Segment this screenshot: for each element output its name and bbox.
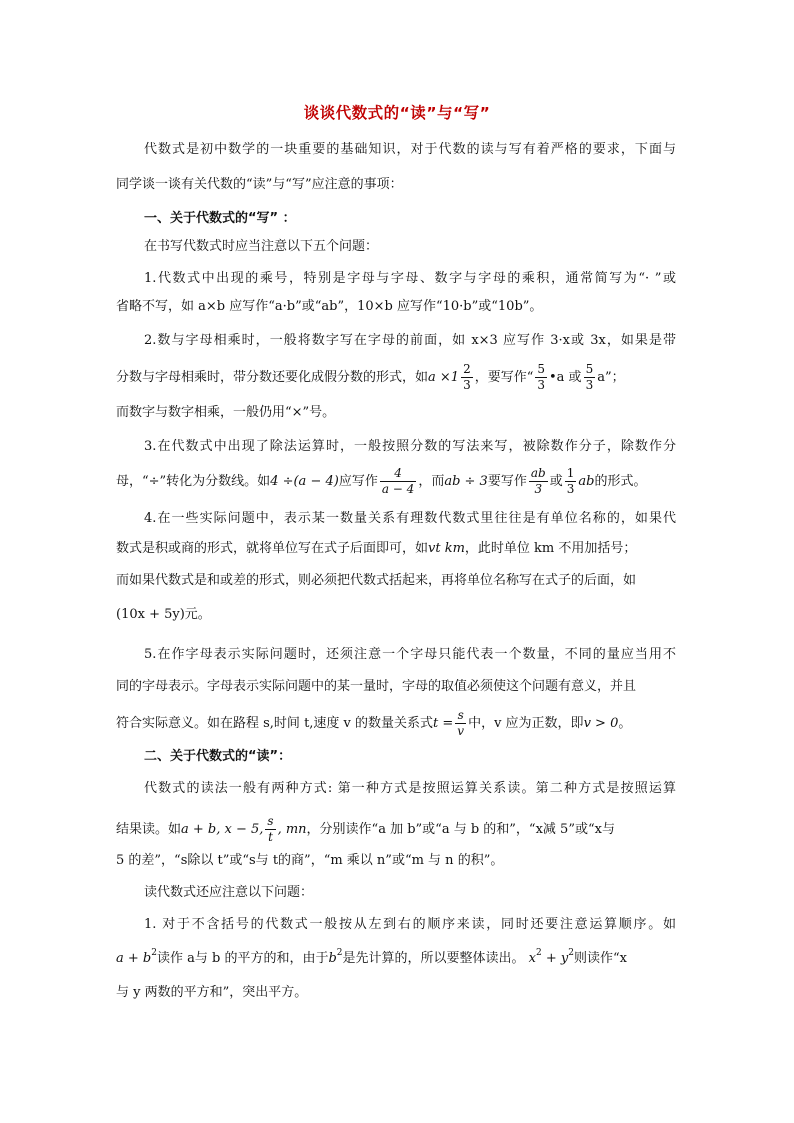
item4-line-2: 数式是积或商的形式，就将单位写在式子后面即可，如vt km，此时单位 km 不用加括号； [116,541,637,556]
item2-text-a: 分数与字母相乘时，带分数还要化成假分数的形式，如 [116,370,429,385]
section2-para1-line-2: 结果读。如a + b, x − 5, $\frac{s}{t}$ , mn，分别读作“a 加 b”或“a 与 b 的和”，“x减 5”或“x与 [116,814,615,844]
one-third-fraction: $\frac{1}{3}$ [566,466,575,496]
item1-line-2: 省略不写，如 a×b 应写作“a·b”或“ab”，10×b 应写作“10·b”或“10b”。 [116,299,543,314]
item4-line-1: 4.在一些实际问题中，表示某一数量关系有理数代数式里往往是有单位名称的，如果代 [144,511,676,526]
page-title: 谈谈代数式的“读”与“写” [303,104,491,122]
intro-line-2: 同学谈一谈有关代数的“读”与“写”应注意的事项： [116,177,403,192]
item5-line-1: 5.在作字母表示实际问题时，还须注意一个字母只能代表一个数量，不同的量应当用不 [144,647,676,662]
section2-para1-line-1: 代数式的读法一般有两种方式: 第一种方式是按照运算关系读。第二种方式是按照运算 [144,781,676,796]
mixed-fraction: $\frac{2}{3}$ [463,362,471,392]
intro-line-1: 代数式是初中数学的一块重要的基础知识，对于代数的读与写有着严格的要求，下面与 [144,142,676,157]
section1-heading: 一、关于代数式的“写” ： [144,211,296,226]
division-fraction: $\frac{4}{a - 4}$ [381,466,415,496]
item2-line-1: 2.数与字母相乘时，一般将数字写在字母的前面，如 x×3 应写作 3·x或 3x，如果是带 [144,333,676,348]
section2-heading: 二、关于代数式的“读”： [144,749,292,764]
item4-line-3: 而如果代数式是和或差的形式，则必须把代数式括起来，再将单位名称写在式子的后面，如 [116,573,637,588]
division-expression: 4 ÷(a − 4) [270,474,339,489]
item3-line-1: 3.在代数式中出现了除法运算时，一般按照分数的写法来写，被除数作分子，除数作分 [144,439,676,454]
section2-para2: 读代数式还应注意以下问题： [144,885,314,900]
item3-line-2: 母，“÷”转化为分数线。如4 ÷(a − 4)应写作 $\frac{4}{a - 4}$ ，而ab ÷ 3要写作 $\frac{ab}{3}$ 或 $\frac{1}{3}$ ab的形式。 [116,466,647,496]
item5-line-3: 符合实际意义。如在路程 s,时间 t,速度 v 的数量关系式t = $\frac{s}{v}$ 中，v 应为正数，即v > 0。 [116,708,632,738]
item2-line-3: 而数字与数字相乘，一般仍用“×”号。 [116,405,336,420]
item2-line-2: 分数与字母相乘时，带分数还要化成假分数的形式，如a ×1 $\frac{2}{3}$ ，要写作“ $\frac{5}{3}$ •a 或 $\frac{5}{3}$ a”； [116,362,625,392]
s-over-v-fraction: $\frac{s}{v}$ [457,708,465,738]
section1-lead: 在书写代数式时应当注意以下五个问题： [144,239,379,254]
rule1-line-3: 与 y 两数的平方和”，突出平方。 [116,985,308,1000]
rule1-line-2: $a + b^2$读作 a与 b 的平方的和，由于$b^2$是先计算的，所以要整体读出。 $x^2 + y^2$则读作“x [116,948,627,966]
item1-line-1: 1.代数式中出现的乘号，特别是字母与字母、数字与字母的乘积，通常简写为“· ”或 [144,271,676,286]
item2-mixed-number: a ×1 [428,370,460,385]
improper-fraction-b: $\frac{5}{3}$ [585,362,594,392]
ab-over-3-fraction: $\frac{ab}{3}$ [530,466,546,496]
item4-line-4: (10x + 5y)元。 [116,607,211,622]
item5-line-2: 同的字母表示。字母表示实际问题中的某一量时，字母的取值必须使这个问题有意义，并且 [116,679,637,694]
improper-fraction-a: $\frac{5}{3}$ [537,362,545,392]
rule1-line-1: 1. 对于不含括号的代数式一般按从左到右的顺序来读，同时还要注意运算顺序。如 [144,917,676,932]
s-over-t-fraction: $\frac{s}{t}$ [267,814,274,844]
section2-para1-line-3: 5 的差”，“s除以 t”或“s与 t的商”，“m 乘以 n”或“m 与 n 的积”。 [116,853,504,868]
